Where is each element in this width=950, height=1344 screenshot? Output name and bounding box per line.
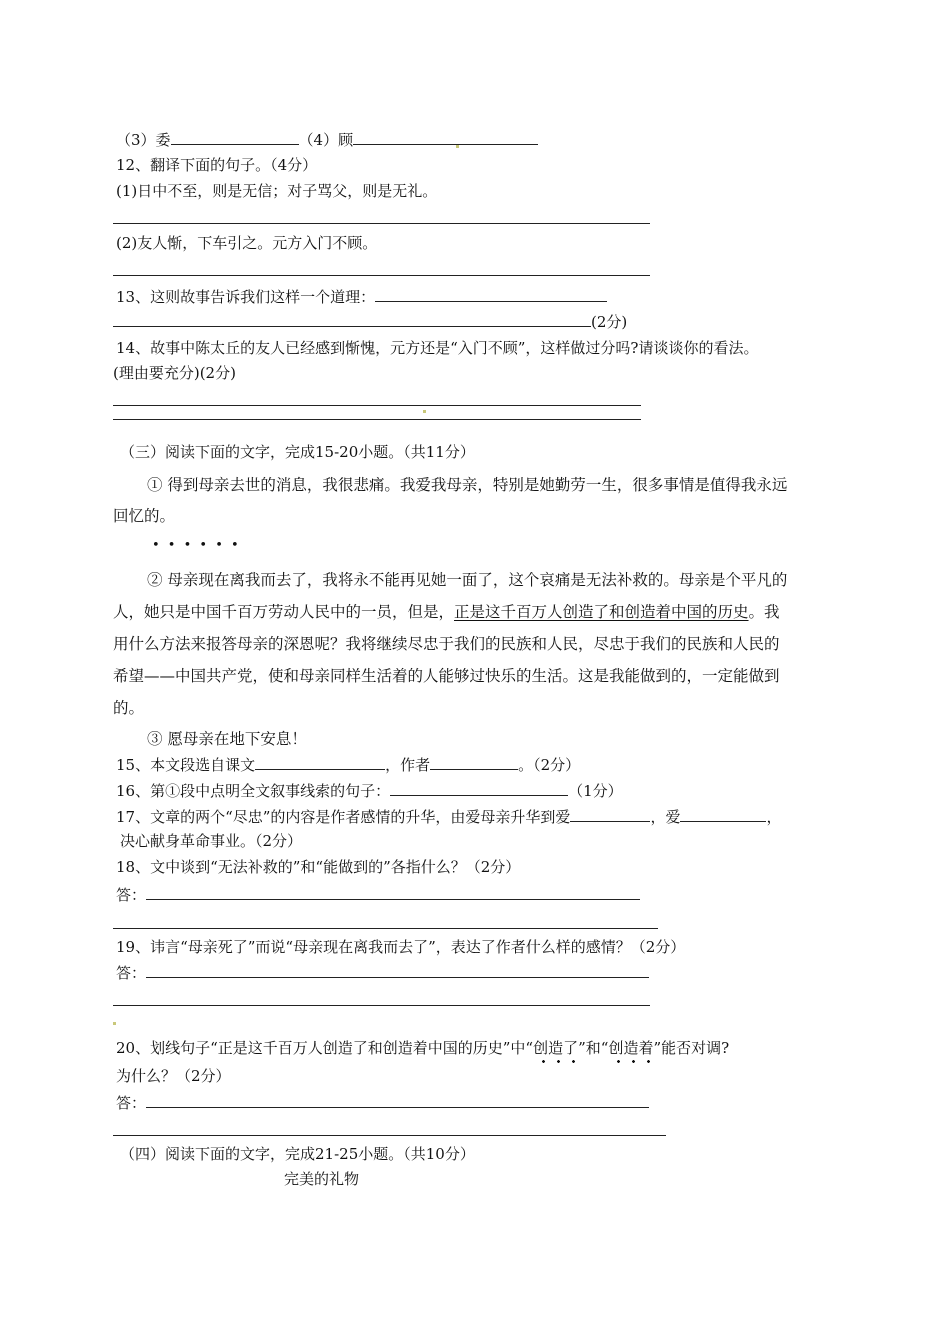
q17-line-2: 决心献身革命事业。（2分） xyxy=(120,832,303,850)
p2-text: 。我 xyxy=(748,603,780,621)
q13-score: (2分) xyxy=(591,313,628,331)
q13-title: 13、这则故事告诉我们这样一个道理： xyxy=(116,288,376,306)
q11-item3-label: （3）委 xyxy=(116,131,171,149)
p3-line: ③ 愿母亲在地下安息！ xyxy=(147,730,307,748)
q13-blank[interactable] xyxy=(375,286,607,302)
p1-line-1: ① 得到母亲去世的消息，我很悲痛。我爱我母亲，特别是她勤劳一生，很多事情是值得我永远 xyxy=(147,476,788,494)
q17-line xyxy=(116,806,781,827)
q17-text: 17、文章的两个“尽忠”的内容是作者感情的升华，由爱母亲升华到爱 xyxy=(116,808,571,826)
p2-line-1: ② 母亲现在离我而去了，我将永不能再见她一面了，这个哀痛是无法补救的。母亲是个平凡的 xyxy=(147,571,788,589)
q13-line-2 xyxy=(113,311,627,332)
p2-text: 人，她只是中国千百万劳动人民中的一员，但是， xyxy=(113,603,455,621)
q15-author-blank[interactable] xyxy=(430,754,518,770)
answer-label: 答： xyxy=(116,964,147,982)
q13-line xyxy=(116,286,607,307)
p2-line-2 xyxy=(113,596,780,628)
q16-line xyxy=(116,780,623,801)
q14-note: (理由要充分)(2分) xyxy=(113,364,236,382)
q15-line xyxy=(116,754,580,775)
q20-answer-blank[interactable] xyxy=(146,1092,649,1108)
q16-text: 16、第①段中点明全文叙事线索的句子： xyxy=(116,782,391,800)
q14-question: 14、故事中陈太丘的友人已经感到惭愧，元方还是“入门不顾”，这样做过分吗?请谈谈你的看法。 xyxy=(116,339,759,357)
q19-answer-blank[interactable] xyxy=(146,962,649,978)
q16-blank[interactable] xyxy=(390,780,568,796)
answer-label: 答： xyxy=(116,1094,147,1112)
ellipsis-dots: • • • • • • xyxy=(152,538,241,553)
q15-text: 15、本文段选自课文 xyxy=(116,756,256,774)
q17-blank-1[interactable] xyxy=(570,806,650,822)
scan-speck xyxy=(423,410,426,413)
q19-answer-row xyxy=(116,962,649,983)
q17-text: ， xyxy=(766,808,782,826)
q19-answer-line-2[interactable] xyxy=(113,1005,650,1006)
q20-text: 20、划线句子“正是这千百万人创造了和创造着中国的历史”中“ xyxy=(116,1039,534,1057)
section3-title: （三）阅读下面的文字，完成15-20小题。（共11分） xyxy=(120,443,475,461)
q17-blank-2[interactable] xyxy=(680,806,766,822)
p2-line-3: 用什么方法来报答母亲的深恩呢？我将继续尽忠于我们的民族和人民，尽忠于我们的民族和人民的 xyxy=(113,635,780,653)
q18-answer-blank[interactable] xyxy=(146,884,640,900)
q12-answer-line-1[interactable] xyxy=(113,223,650,224)
q19-title: 19、讳言“母亲死了”而说“母亲现在离我而去了”，表达了作者什么样的感情？（2分） xyxy=(116,938,686,956)
story-title: 完美的礼物 xyxy=(284,1170,360,1188)
q15-text: 。（2分） xyxy=(518,756,581,774)
dotted-word-1: 创造了 xyxy=(533,1039,579,1057)
p2-line-5: 的。 xyxy=(113,699,145,717)
q20-text: ”能否对调? xyxy=(653,1039,730,1057)
q12-sentence-2: (2)友人惭，下车引之。元方入门不顾。 xyxy=(116,234,378,252)
q18-title: 18、文中谈到“无法补救的”和“能做到的”各指什么？（2分） xyxy=(116,858,521,876)
q14-answer-line-2[interactable] xyxy=(113,419,641,420)
q15-text: ，作者 xyxy=(385,756,431,774)
q11-item3-blank[interactable] xyxy=(171,129,299,145)
q12-sentence-1: (1)日中不至，则是无信；对子骂父，则是无礼。 xyxy=(116,182,438,200)
q18-answer-row xyxy=(116,884,640,905)
q17-text: ，爱 xyxy=(650,808,681,826)
q20-text: ”和“ xyxy=(578,1039,609,1057)
q20-line-2: 为什么？（2分） xyxy=(116,1067,231,1085)
q14-answer-line-1[interactable] xyxy=(113,405,641,406)
q20-line xyxy=(116,1038,729,1058)
q11-item4-blank[interactable] xyxy=(353,129,538,145)
p2-line-4: 希望——中国共产党，使和母亲同样生活着的人能够过快乐的生活。这是我能做到的，一定能做到 xyxy=(113,667,780,685)
scan-speck xyxy=(456,145,459,148)
q11-line xyxy=(116,129,538,150)
answer-label: 答： xyxy=(116,886,147,904)
q11-item4-label: （4）顾 xyxy=(298,131,354,149)
q18-answer-line-2[interactable] xyxy=(113,928,658,929)
q15-title-blank[interactable] xyxy=(255,754,385,770)
q12-title: 12、翻译下面的句子。（4分） xyxy=(116,156,318,174)
dotted-word-2: 创造着 xyxy=(608,1039,654,1057)
q16-text: （1分） xyxy=(568,782,623,800)
q20-answer-row xyxy=(116,1092,649,1113)
underlined-sentence: 正是这千百万人创造了和创造着中国的历史 xyxy=(454,603,749,621)
q12-answer-line-2[interactable] xyxy=(113,275,650,276)
q13-blank-2[interactable] xyxy=(113,311,591,327)
q20-answer-line-2[interactable] xyxy=(113,1135,666,1136)
scan-speck xyxy=(113,1022,116,1025)
section4-title: （四）阅读下面的文字，完成21-25小题。（共10分） xyxy=(120,1145,475,1163)
p1-line-2: 回忆的。 xyxy=(113,507,176,525)
